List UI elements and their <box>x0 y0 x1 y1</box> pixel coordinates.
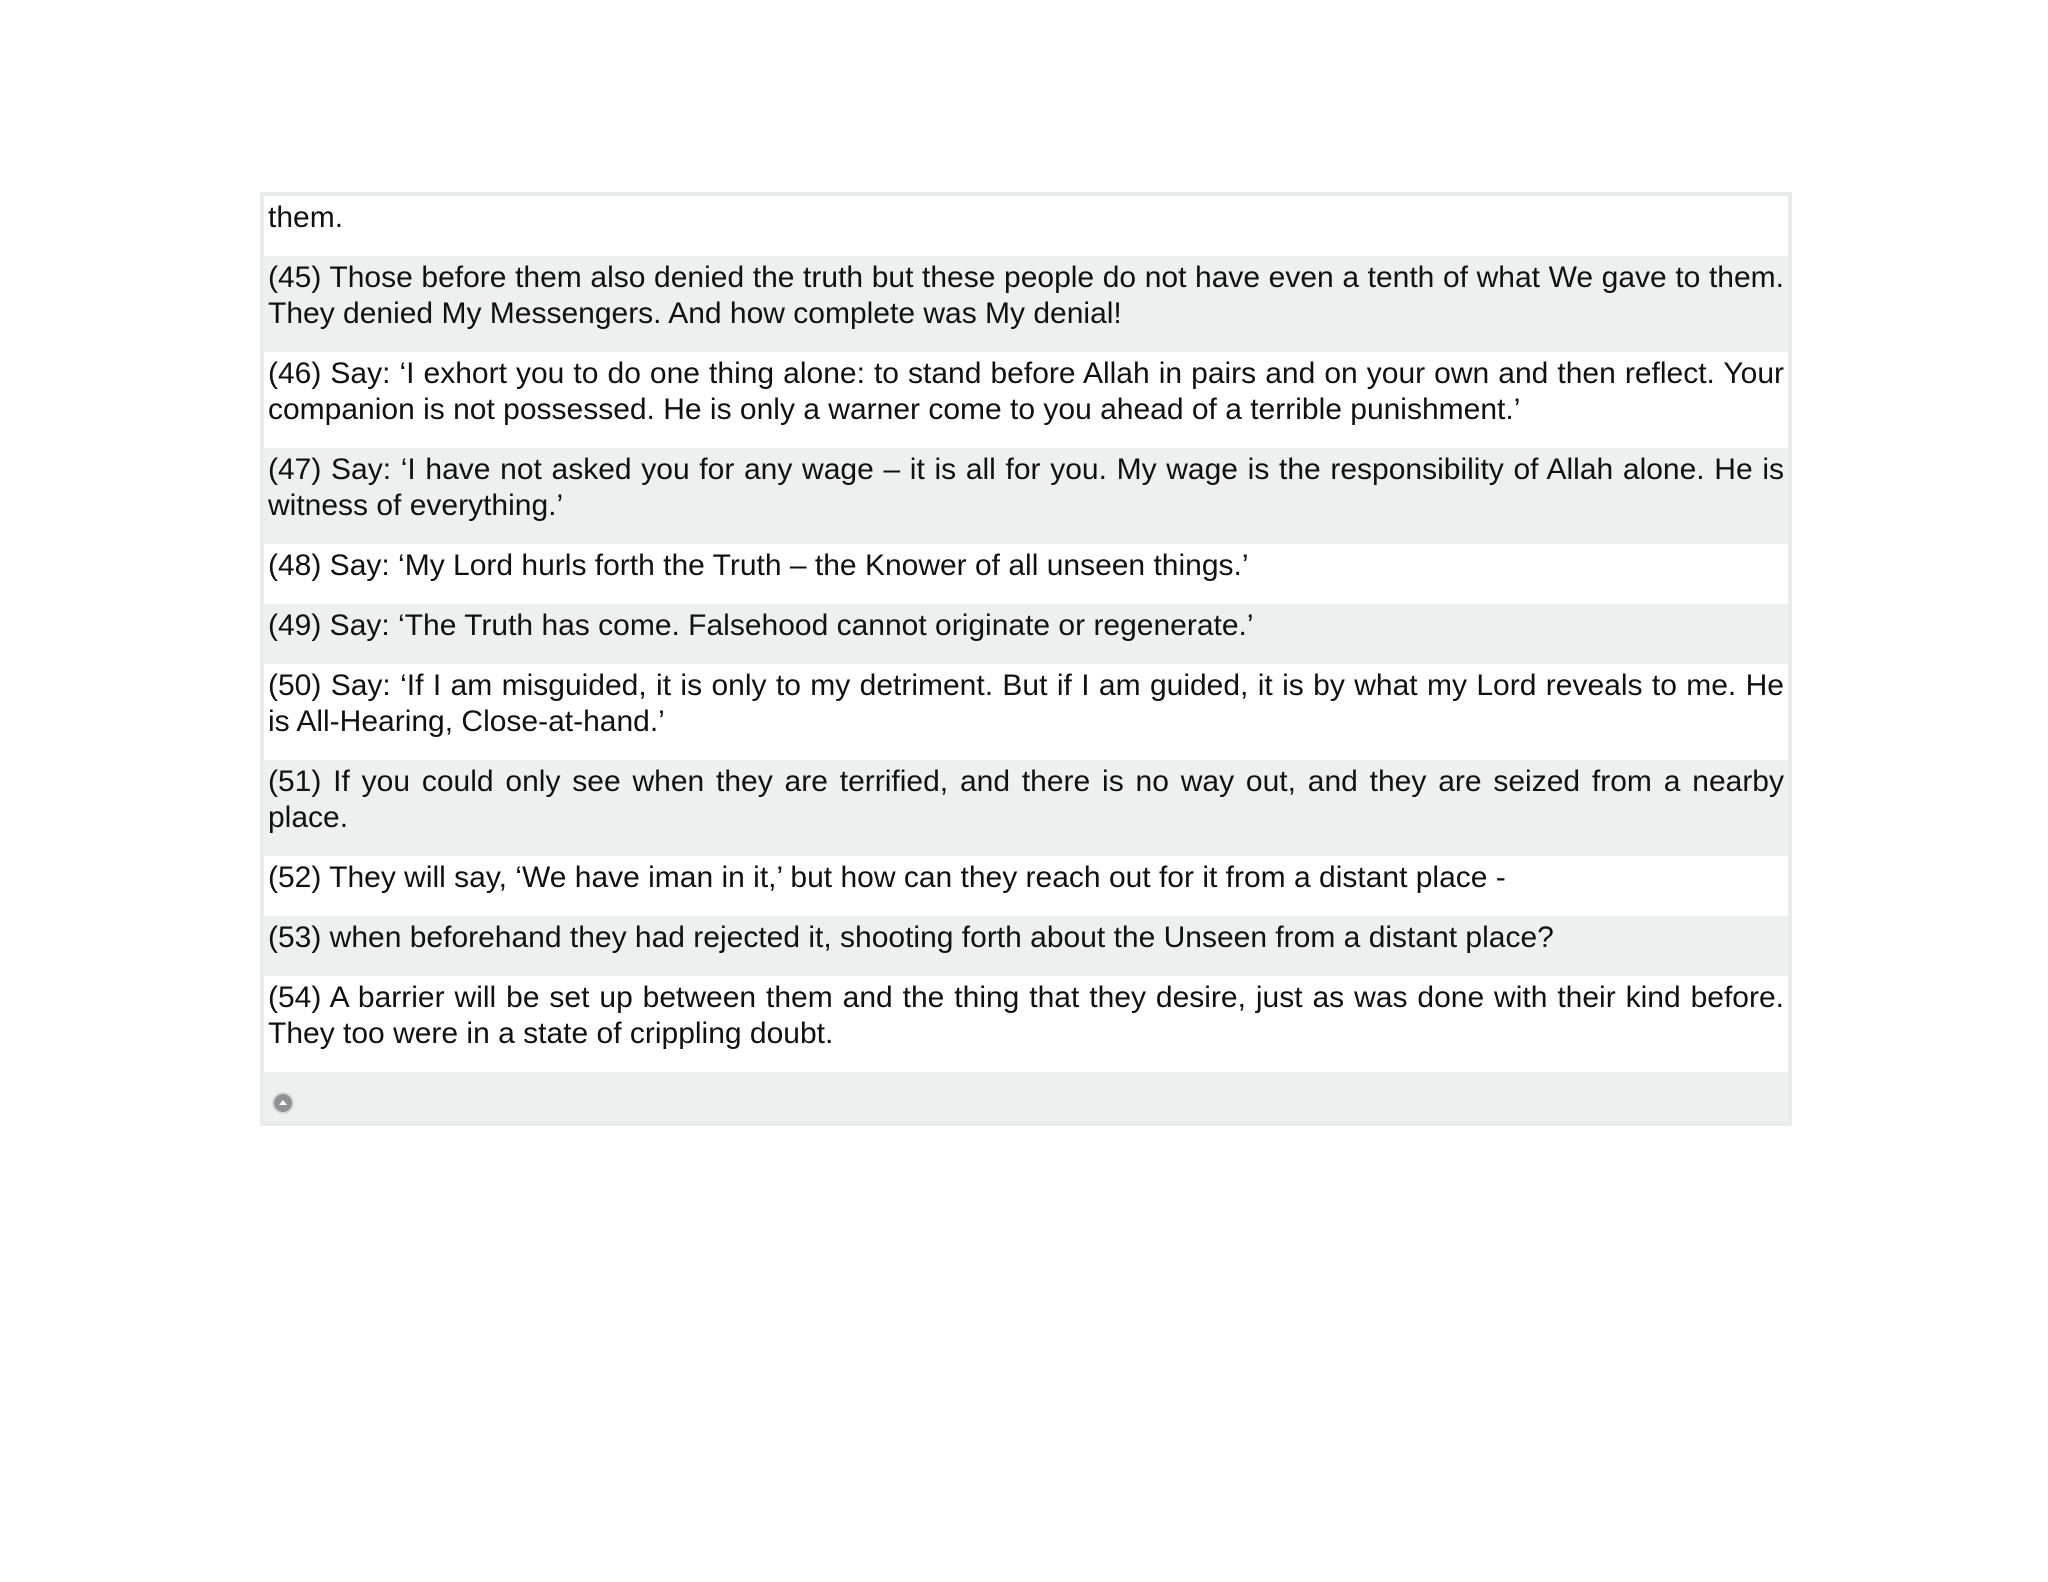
verse-row <box>264 856 1788 916</box>
verse-row <box>264 916 1788 976</box>
verse-row <box>264 196 1788 256</box>
scroll-to-top-icon[interactable] <box>272 1092 294 1114</box>
verse-text: (53) when beforehand they had rejected it, shooting forth about the Unseen from a distant place? <box>268 921 1554 954</box>
verse-text: (46) Say: ‘I exhort you to do one thing alone: to stand before Allah in pairs and on your own and then reflect. Your companion is not possessed. He is only a warner come to you ahead of a terrible punishment.’ <box>268 357 1784 426</box>
table-footer <box>264 1072 1788 1122</box>
verse-text: (54) A barrier will be set up between them and the thing that they desire, just as was done with their kind before. They too were in a state of crippling doubt. <box>268 981 1784 1050</box>
verse-text: (50) Say: ‘If I am misguided, it is only to my detriment. But if I am guided, it is by what my Lord reveals to me. He is All-Hearing, Close-at-hand.’ <box>268 669 1784 738</box>
verse-row <box>264 976 1788 1072</box>
verse-row <box>264 352 1788 448</box>
verse-row <box>264 448 1788 544</box>
verse-row <box>264 760 1788 856</box>
verse-text: (45) Those before them also denied the truth but these people do not have even a tenth of what We gave to them. They denied My Messengers. And how complete was My denial! <box>268 261 1784 330</box>
verse-row <box>264 604 1788 664</box>
verse-text: (48) Say: ‘My Lord hurls forth the Truth – the Knower of all unseen things.’ <box>268 549 1249 582</box>
verse-text: (52) They will say, ‘We have iman in it,’ but how can they reach out for it from a distant place - <box>268 861 1506 894</box>
verse-text: (49) Say: ‘The Truth has come. Falsehood cannot originate or regenerate.’ <box>268 609 1254 642</box>
verse-row <box>264 256 1788 352</box>
verse-row <box>264 544 1788 604</box>
verse-text: (47) Say: ‘I have not asked you for any wage – it is all for you. My wage is the responsibility of Allah alone. He is witness of everything.’ <box>268 453 1784 522</box>
verse-table <box>260 192 1792 1126</box>
verse-row <box>264 664 1788 760</box>
verse-text: (51) If you could only see when they are terrified, and there is no way out, and they are seized from a nearby place. <box>268 765 1784 834</box>
verse-text: them. <box>268 201 344 234</box>
